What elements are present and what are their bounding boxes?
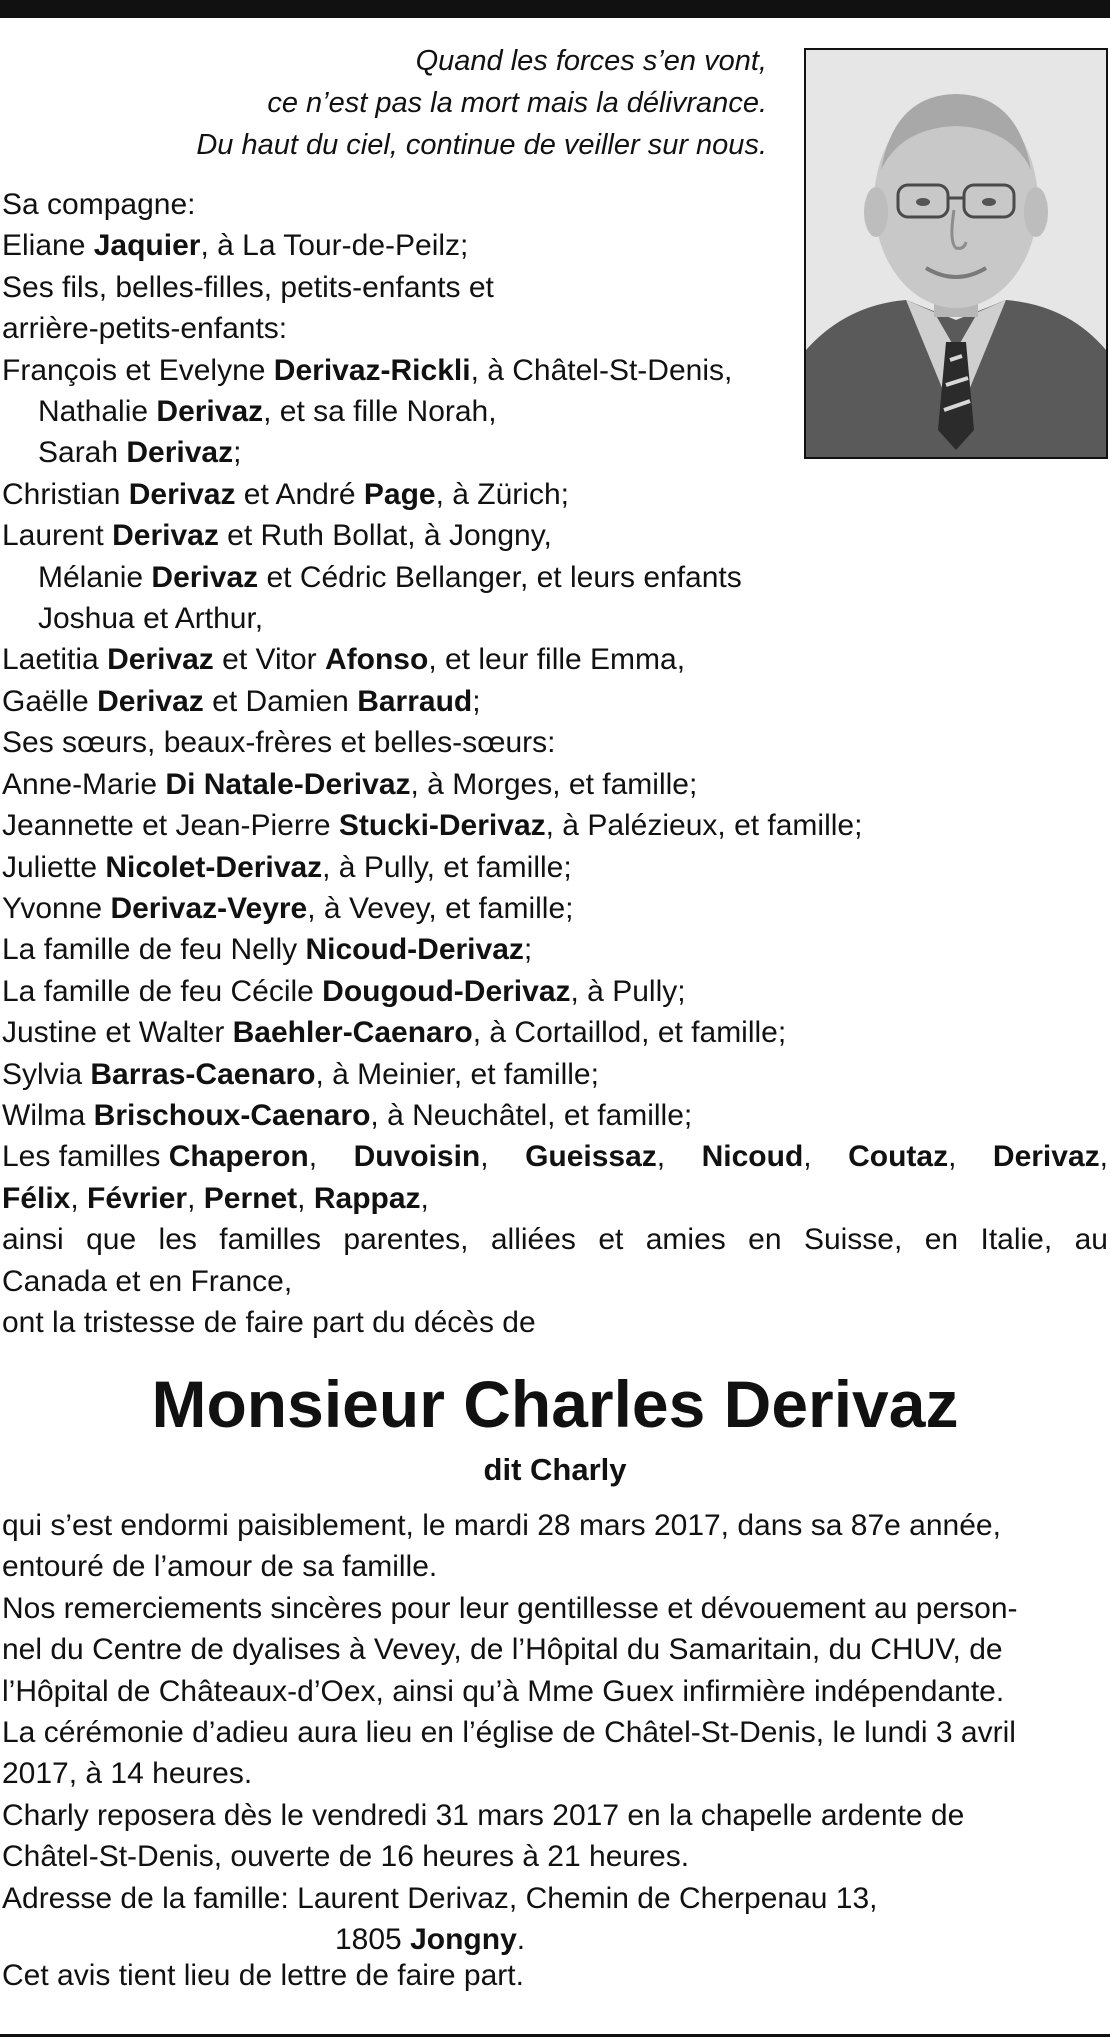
family-line: Christian Derivaz et André Page, à Zürich;	[2, 477, 569, 511]
detail-line: Nos remerciements sincères pour leur gentillesse et dévouement au person-	[2, 1591, 1018, 1625]
word: les	[158, 1223, 197, 1257]
family-line	[2, 1136, 1108, 1177]
family-name: Jaquier	[93, 229, 201, 263]
family-line: Canada et en France,	[2, 1264, 293, 1298]
family-line: Sylvia Barras-Caenaro, à Meinier, et famille;	[2, 1057, 599, 1091]
family-line: Justine et Walter Baehler-Caenaro, à Cortaillod, et famille;	[2, 1016, 787, 1050]
city-name: Jongny	[410, 1923, 517, 1957]
top-rule	[0, 0, 1110, 18]
detail-line: entouré de l’amour de sa famille.	[2, 1550, 438, 1584]
family-name: Derivaz	[156, 395, 264, 429]
family-word: Derivaz,	[992, 1140, 1108, 1174]
bottom-rule	[0, 2034, 1110, 2037]
family-line: François et Evelyne Derivaz-Rickli, à Châtel-St-Denis,	[2, 353, 733, 387]
family-name: Dougoud-Derivaz	[322, 974, 571, 1008]
family-name: Février	[87, 1181, 188, 1215]
family-line: Ses sœurs, beaux-frères et belles-sœurs:	[2, 726, 556, 760]
word: alliées	[490, 1223, 576, 1257]
word: Italie,	[980, 1223, 1053, 1257]
detail-line: l’Hôpital de Châteaux-d’Oex, ainsi qu’à Mme Guex infirmière indépendante.	[2, 1674, 1005, 1708]
family-line: Sarah Derivaz;	[38, 436, 242, 470]
family-name: Derivaz	[97, 684, 204, 718]
word: ainsi	[2, 1223, 64, 1257]
family-list	[2, 184, 1108, 1343]
deceased-nickname: dit Charly	[483, 1452, 627, 1487]
family-word: Duvoisin,	[353, 1140, 489, 1174]
word: en	[924, 1223, 959, 1257]
family-name: Derivaz	[107, 643, 214, 677]
detail-line: qui s’est endormi paisiblement, le mardi 28 mars 2017, dans sa 87e année,	[2, 1509, 1001, 1542]
family-line: Félix, Février, Pernet, Rappaz,	[2, 1181, 429, 1215]
family-name: Page	[363, 477, 436, 511]
family-line: ont la tristesse de faire part du décès de	[2, 1305, 536, 1339]
family-line: Mélanie Derivaz et Cédric Bellanger, et leurs enfants	[38, 560, 742, 594]
word: et	[598, 1223, 624, 1257]
family-name: Félix	[2, 1181, 71, 1215]
family-name: Nicolet-Derivaz	[105, 850, 323, 884]
word: amies	[645, 1223, 726, 1257]
detail-line: La cérémonie d’adieu aura lieu en l’église de Châtel-St-Denis, le lundi 3 avril	[2, 1716, 1016, 1750]
family-line: Laurent Derivaz et Ruth Bollat, à Jongny,	[2, 519, 552, 553]
family-line: La famille de feu Nelly Nicoud-Derivaz;	[2, 933, 533, 967]
family-line: Laetitia Derivaz et Vitor Afonso, et leur fille Emma,	[2, 643, 686, 677]
family-line: Eliane Jaquier, à La Tour-de-Peilz;	[2, 229, 469, 263]
family-line: Nathalie Derivaz, et sa fille Norah,	[38, 395, 497, 429]
family-line: Joshua et Arthur,	[38, 602, 264, 636]
family-name: Derivaz	[151, 560, 259, 594]
family-name: Rappaz	[313, 1181, 421, 1215]
family-line: Sa compagne:	[2, 188, 196, 221]
family-line: Ses fils, belles-filles, petits-enfants et	[2, 270, 494, 304]
word: en	[748, 1223, 782, 1257]
family-line: arrière-petits-enfants:	[2, 312, 288, 346]
epigraph-line: Quand les forces s’en vont,	[415, 45, 767, 77]
family-word: Gueissaz,	[525, 1140, 666, 1174]
family-name: Derivaz-Rickli	[273, 353, 471, 387]
announcement-details	[2, 1505, 1108, 1960]
family-name: Derivaz-Veyre	[110, 891, 308, 925]
word: que	[86, 1223, 137, 1257]
family-name: Stucki-Derivaz	[338, 809, 546, 843]
family-name: Derivaz	[112, 519, 219, 553]
family-line: La famille de feu Cécile Dougoud-Derivaz, à Pully;	[2, 974, 686, 1008]
detail-line: 2017, à 14 heures.	[2, 1757, 253, 1791]
family-line: Anne-Marie Di Natale-Derivaz, à Morges, et famille;	[2, 767, 698, 801]
word: Suisse,	[803, 1223, 903, 1257]
family-name: Derivaz	[126, 436, 234, 470]
family-address-city: 1805 Jongny.	[335, 1923, 526, 1957]
family-name: Afonso	[324, 643, 429, 677]
family-name: Derivaz	[128, 477, 236, 511]
family-line: Gaëlle Derivaz et Damien Barraud;	[2, 684, 481, 718]
family-line: Yvonne Derivaz-Veyre, à Vevey, et famille;	[2, 891, 574, 925]
word: parentes,	[343, 1223, 469, 1257]
family-name: Brischoux-Caenaro	[93, 1098, 371, 1132]
family-name: Nicoud-Derivaz	[305, 933, 524, 967]
family-name: Barraud	[357, 684, 473, 718]
family-word: Nicoud,	[701, 1140, 812, 1174]
family-name: Pernet	[203, 1181, 298, 1215]
epigraph-line: ce n’est pas la mort mais la délivrance.	[267, 87, 767, 119]
closing-note: Cet avis tient lieu de lettre de faire part.	[2, 1959, 524, 1992]
family-line: Juliette Nicolet-Derivaz, à Pully, et famille;	[2, 850, 572, 884]
family-address: Adresse de la famille: Laurent Derivaz, Chemin de Cherpenau 13,	[2, 1881, 878, 1915]
detail-line: nel du Centre de dyalises à Vevey, de l’Hôpital du Samaritain, du CHUV, de	[2, 1633, 1003, 1667]
family-line	[2, 1219, 1108, 1260]
epigraph	[0, 40, 767, 166]
detail-line: Châtel-St-Denis, ouverte de 16 heures à 21 heures.	[2, 1840, 690, 1874]
deceased-name: Monsieur Charles Derivaz	[151, 1367, 959, 1441]
family-word: Coutaz,	[848, 1140, 957, 1174]
family-line: Jeannette et Jean-Pierre Stucki-Derivaz, à Palézieux, et famille;	[2, 809, 863, 843]
detail-line: Charly reposera dès le vendredi 31 mars 2017 en la chapelle ardente de	[2, 1798, 965, 1832]
family-name: Di Natale-Derivaz	[165, 767, 411, 801]
word: au	[1074, 1223, 1108, 1257]
epigraph-line: Du haut du ciel, continue de veiller sur nous.	[196, 129, 767, 161]
family-line: Wilma Brischoux-Caenaro, à Neuchâtel, et famille;	[2, 1098, 693, 1132]
family-word: Les familles Chaperon,	[2, 1140, 318, 1174]
family-name: Baehler-Caenaro	[232, 1016, 473, 1050]
family-name: Barras-Caenaro	[90, 1057, 316, 1091]
word: familles	[219, 1223, 321, 1257]
